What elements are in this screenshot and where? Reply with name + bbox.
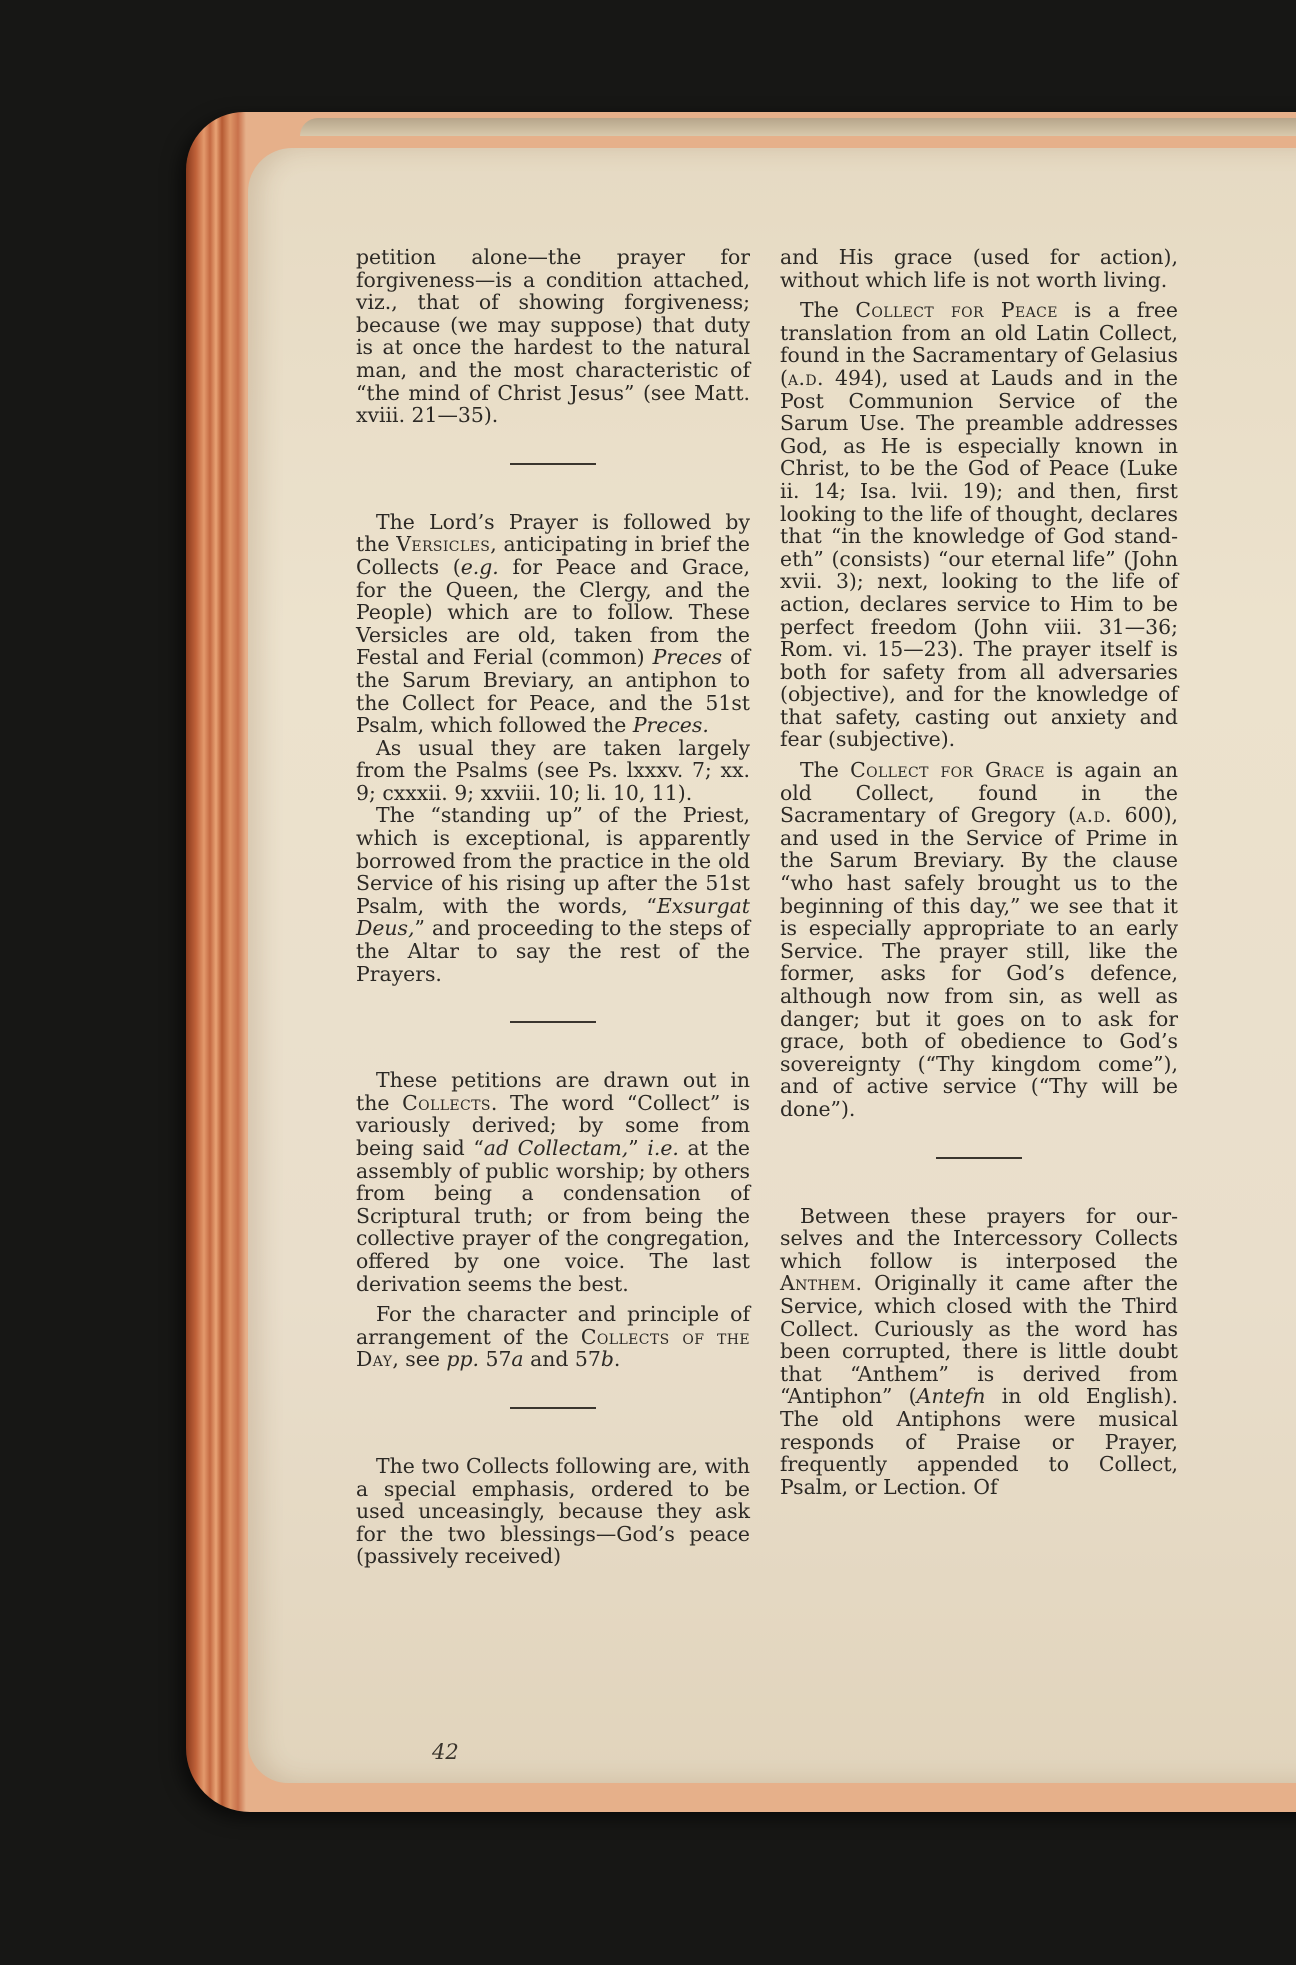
paragraph: petition alone—the prayer for forgiveness—is a condition attached, viz., that of showing forgiveness; because (we may suppose) that duty is at once the hardest to the natural man, and the most characteristic of “the mind of Christ Jesus” (see Matt. xviii. 21—35). (356, 245, 750, 428)
page-number: 42 (432, 1740, 459, 1764)
paragraph: The “standing up” of the Priest, which is exceptional, is apparently borrowed from the practice in the old Service of his rising up after the 51st Psalm, with the words, “Exsurgat Deus,” and proceeding to the steps of the Altar to say the rest of the Prayers. (356, 803, 750, 986)
section-divider (510, 1021, 596, 1023)
paragraph: These petitions are drawn out in the Collects. The word “Collect” is variously derived; by some from being said “ad Collectam,” i.e. at the assembly of public worship; by others from being a condensation of Scriptural truth; or from being the collective prayer of the congregation, offered by one voice. The last derivation seems the best. (356, 1068, 750, 1296)
section-divider (510, 1407, 596, 1409)
paragraph: The two Collects following are, with a special emphasis, ordered to be used unceasingly, because they ask for the two blessings—God’s peace (passively received) (356, 1453, 750, 1569)
paragraph: The Collect for Grace is again an old Collect, found in the Sacramentary of Gregory (a.d. 600), and used in the Service of Prime in the Sarum Breviary. By the clause “who hast safely brought us to the beginning of this day,” we see that it is especially appropriate to an early Service. The prayer still, like the former, asks for God’s defence, although now from sin, as well as danger; but it goes on to ask for grace, both of obedience to God’s sovereignty (“Thy kingdom come”), and of active service (“Thy will be done”). (780, 758, 1179, 1121)
paragraph: As usual they are taken largely from the Psalms (see Ps. lxxxv. 7; xx. 9; cxxxii. 9; xxviii. 10; li. 10, 11). (356, 735, 750, 805)
right-column (780, 246, 1178, 1498)
paragraph: The Lord’s Prayer is followed by the Versicles, anticipating in brief the Collects (e.g. for Peace and Grace, for the Queen, the Clergy, and the People) which are to follow. These Versicles are old, taken from the Festal and Ferial (common) Preces of the Sarum Breviary, an antiphon to the Collect for Peace, and the 51st Psalm, which followed the Preces. (356, 509, 750, 738)
paragraph: and His grace (used for action), without which life is not worth living. (780, 245, 1178, 292)
section-divider (510, 463, 596, 465)
left-column (356, 246, 750, 1568)
page-top-edge (300, 118, 1296, 136)
paragraph: Between these prayers for ourselves and the Intercessory Collects which follow is interposed the Anthem. Originally it came after the Service, which closed with the Third Collect. Curiously as the word has been corrupted, there is little doubt that “Anthem” is derived from “Antiphon” (Antefn in old English). The old Antiphons were musical responds of Praise or Prayer, frequently appended to Collect, Psalm, or Lection. Of (780, 1203, 1178, 1499)
section-divider (936, 1157, 1022, 1159)
paragraph: For the character and principle of arrangement of the Collects of the Day, see pp. 57a and 57b. (356, 1302, 750, 1372)
paragraph: The Collect for Peace is a free translation from an old Latin Collect, found in the Sacramentary of Gelasius (a.d. 494), used at Lauds and in the Post Communion Service of the Sarum Use. The preamble addresses God, as He is especially known in Christ, to be the God of Peace (Luke ii. 14; Isa. lvii. 19); and then, first looking to the life of thought, declares that “in the knowledge of God standeth” (consists) “our eternal life” (John xvii. 3); next, looking to the life of action, declares service to Him to be perfect freedom (John viii. 31—36; Rom. vi. 15—23). The prayer itself is both for safety from all adversaries (objective), and for the knowledge of that safety, casting out anxiety and fear (subjective). (780, 298, 1178, 752)
